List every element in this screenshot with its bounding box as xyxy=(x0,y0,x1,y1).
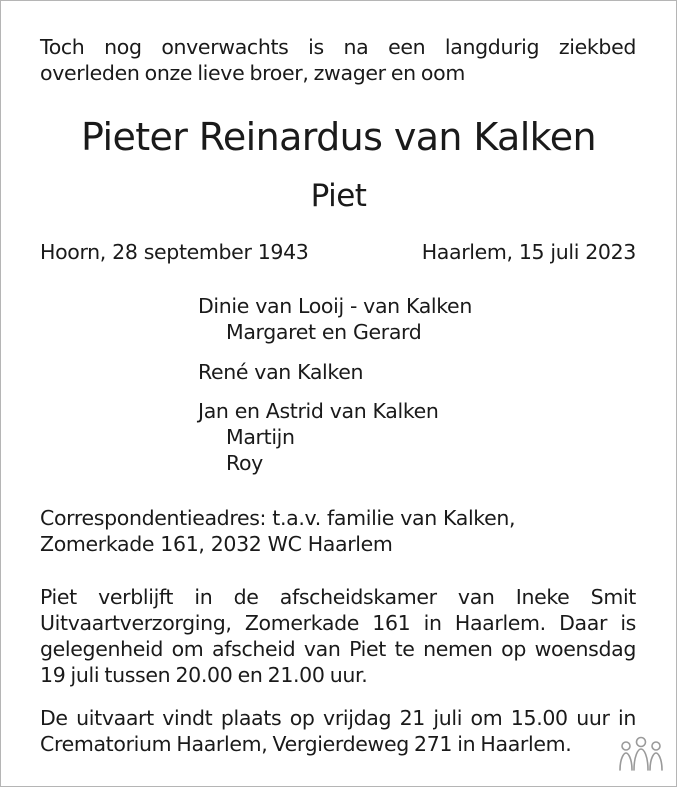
deceased-name: Pieter Reinardus van Kalken xyxy=(81,115,596,159)
family-member-dinie: Dinie van Looij - van Kalken xyxy=(198,294,472,318)
family-member-dinie-children: Margaret en Gerard xyxy=(226,320,422,344)
intro-line-1: Toch nog onverwachts is na een langdurig ziekbed xyxy=(40,35,636,59)
deceased-nickname: Piet xyxy=(310,178,367,214)
visitation-text xyxy=(40,584,636,688)
family-member-rene: René van Kalken xyxy=(198,360,364,384)
visitation-line-1: Piet verblijft in de afscheidskamer van Ineke Smit xyxy=(40,585,636,609)
funeral-text xyxy=(40,705,636,757)
visitation-line-2: Uitvaartverzorging, Zomerkade 161 in Haarlem. Daar is xyxy=(40,611,636,635)
correspondence-line-1: Correspondentieadres: t.a.v. familie van Kalken, xyxy=(40,506,516,530)
family-member-roy: Roy xyxy=(226,451,263,475)
family-member-martijn: Martijn xyxy=(226,425,295,449)
birth-date: Hoorn, 28 september 1943 xyxy=(40,240,309,264)
visitation-line-4: 19 juli tussen 20.00 en 21.00 uur. xyxy=(40,663,368,687)
correspondence-line-2: Zomerkade 161, 2032 WC Haarlem xyxy=(40,532,393,556)
intro-line-2: overleden onze lieve broer, zwager en oom xyxy=(40,61,465,85)
funeral-line-2: Crematorium Haarlem, Vergierdeweg 271 in Haarlem. xyxy=(40,732,572,756)
funeral-line-1: De uitvaart vindt plaats op vrijdag 21 juli om 15.00 uur in xyxy=(40,706,636,730)
intro-text xyxy=(40,34,636,86)
family-member-jan: Jan en Astrid van Kalken xyxy=(198,399,439,423)
people-group-icon xyxy=(616,734,666,774)
death-date: Haarlem, 15 juli 2023 xyxy=(421,240,636,264)
visitation-line-3: gelegenheid om afscheid van Piet te nemen op woensdag xyxy=(40,637,636,661)
